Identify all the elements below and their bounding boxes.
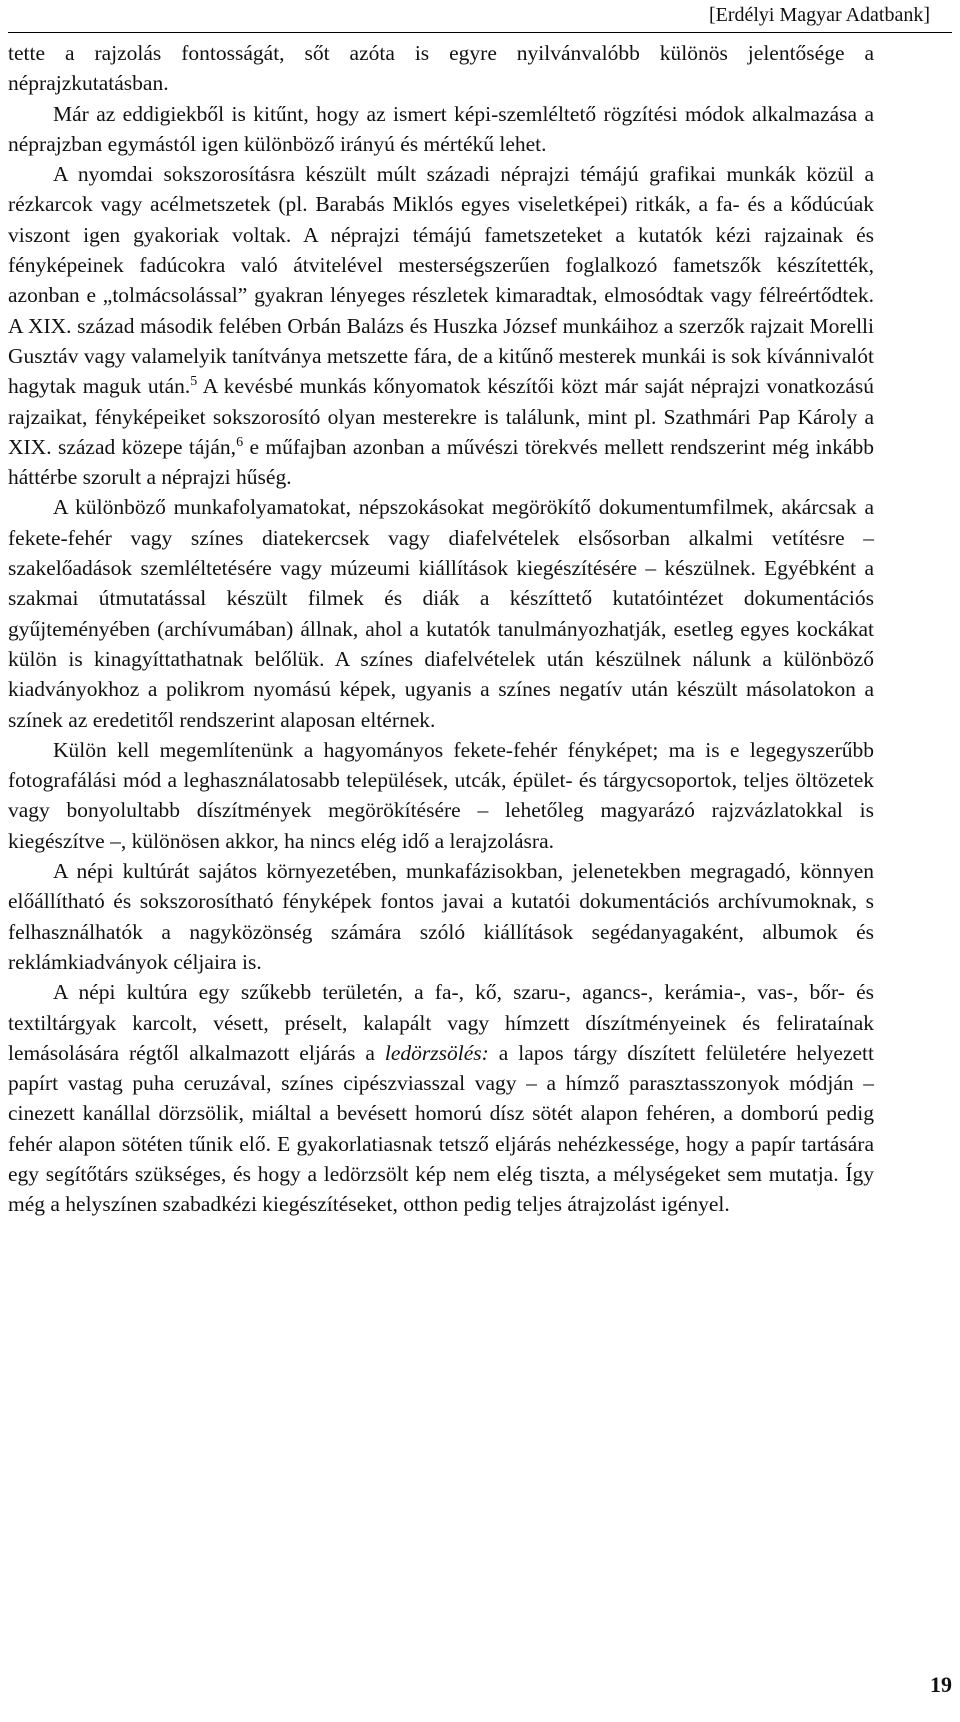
paragraph-text: A különböző munkafolyamatokat, népszokásokat megörökítő dokumentumfilmek, akárcsak a fekete-fehér vagy színes diatekercsek vagy diafelvételek elsősorban alkalmi vetítésre – szakelőadások szemléltetésére vagy múzeumi kiállítások kiegészítésére – készülnek. Egyébként a szakmai útmutatással készült filmek és diák a készíttető kutatóintézet dokumentációs gyűjteményében (archívumában) állnak, ahol a kutatók tanulmányozhatják, esetleg egyes kockákat külön is kinagyíttathatnak belőlük. A színes diafelvételek után készülnek nálunk a különböző kiadványokhoz a polikrom nyomású képek, ugyanis a színes negatív után készült másolatokon a színek az eredetitől rendszerint alaposan eltérnek. [8,495,874,732]
page-number: 19 [930,1672,952,1697]
paragraph-text: tette a rajzolás fontosságát, sőt azóta is egyre nyilvánvalóbb különös jelentősége a néprajzkutatásban. [8,41,874,96]
paragraph [8,159,874,492]
paragraph [8,492,874,734]
paragraph-text: Külön kell megemlítenünk a hagyományos fekete-fehér fényképet; ma is e legegyszerűbb fotografálási mód a leghasználatosabb települések, utcák, épület- és tárgycsoportok, teljes öltözetek vagy bonyolultabb díszítmények megörökítésére – lehetőleg magyarázó rajzvázlatokkal is kiegészítve –, különösen akkor, ha nincs elég idő a lerajzolásra. [8,737,874,853]
paragraph [8,856,874,977]
article-body [8,38,874,1220]
paragraph-text: A nyomdai sokszorosításra készült múlt századi néprajzi témájú grafikai munkák közül a rézkarcok vagy acélmetszetek (pl. Barabás Miklós egyes viseletképei) ritkák, a fa- és a kődúcúak viszont igen gyakoriak voltak. A néprajzi témájú fametszeteket a kutatók kézi rajzainak és fényképeinek fadúcokra való átvitelével mesterségszerűen foglalkozó fametszők készítették, azonban e „tolmácsolással” gyakran lényeges részletek kimaradtak, elmosódtak vagy félreértődtek. A XIX. század második felében Orbán Balázs és Huszka József munkáihoz a szerzők rajzait Morelli Gusztáv vagy valamelyik tanítványa metszette fára, de a kitűnő mesterek munkái is sok kívánnivalót hagytak maguk után. [8,162,874,399]
paragraph [8,38,874,99]
paragraph-text: a lapos tárgy díszített felületére helyezett papírt vastag puha ceruzával, színes cipészviasszal vagy – a hímző parasztasszonyok módján – cinezett kanállal dörzsölik, miáltal a bevésett homorú dísz sötét alapon fehéren, a domború pedig fehér alapon sötéten tűnik elő. E gyakorlatiasnak tetsző eljárás nehézkessége, hogy a papír tartására egy segítőtárs szükséges, és hogy a ledörzsölt kép nem elég tiszta, a mélységeket sem mutatja. Így még a helyszínen szabadkézi kiegészítéseket, otthon pedig teljes átrajzolást igényel. [8,1040,874,1217]
footnote-reference: 5 [190,374,198,390]
paragraph [8,735,874,856]
paragraph-text: Már az eddigiekből is kitűnt, hogy az ismert képi-szemléltető rögzítési módok alkalmazása a néprajzban egymástól igen különböző irányú és mértékű lehet. [8,101,874,156]
paragraph-text: A kevésbé munkás kőnyomatok készítői közt már saját néprajzi vonatkozású rajzaikat, fényképeiket sokszorosító olyan mesterekre is találunk, mint pl. Szathmári Pap Károly a XIX. század közepe táján, [8,374,874,459]
paragraph [8,977,874,1219]
source-header: [Erdélyi Magyar Adatbank] [708,4,930,26]
paragraph-text: A népi kultúra egy szűkebb területén, a fa-, kő, szaru-, agancs-, kerámia-, vas-, bőr- és textiltárgyak karcolt, vésett, préselt, kalapált vagy hímzett díszítményeinek és felirataínak lemásolására régtől alkalmazott eljárás a [8,980,874,1065]
header-divider [8,32,952,33]
footnote-reference: 6 [236,434,244,450]
emphasized-term: ledörzsölés: [384,1040,489,1065]
paragraph [8,99,874,160]
paragraph-text: e műfajban azonban a művészi törekvés mellett rendszerint még inkább háttérbe szorult a néprajzi hűség. [8,434,874,490]
paragraph-text: A népi kultúrát sajátos környezetében, munkafázisokban, jelenetekben megragadó, könnyen előállítható és sokszorosítható fényképek fontos javai a kutatói dokumentációs archívumoknak, s felhasználhatók a nagyközönség számára szóló kiállítások segédanyagaként, albumok és reklámkiadványok céljaira is. [8,859,874,974]
